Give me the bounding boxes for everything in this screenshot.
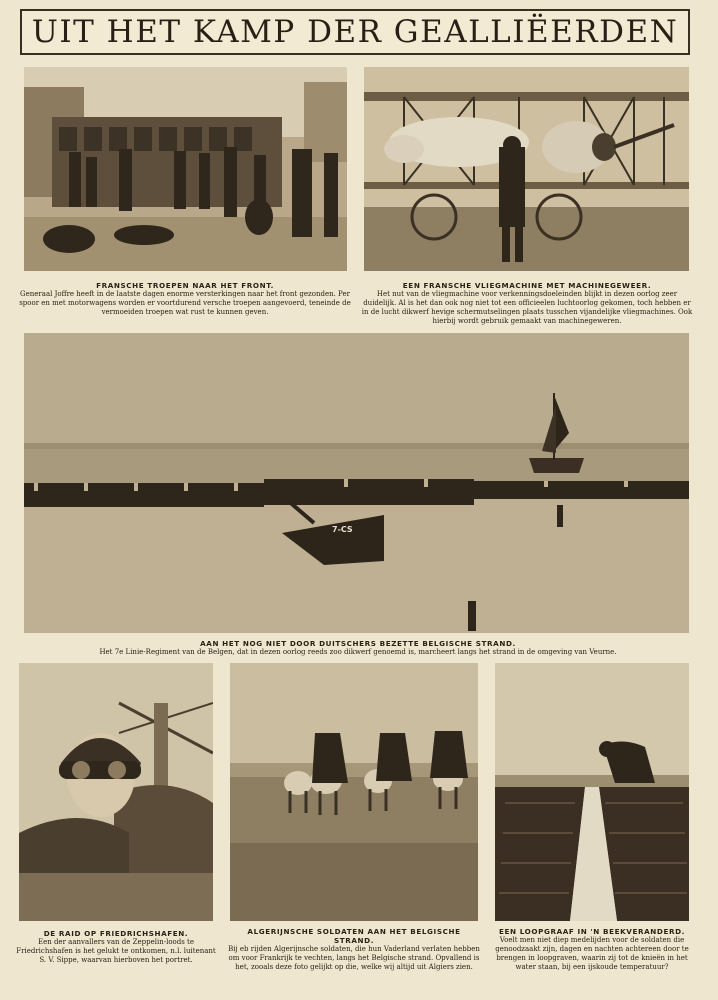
masthead [20, 9, 690, 55]
photo-french-troops [24, 67, 347, 271]
caption-text: Het 7e Linie-Regiment van de Belgen, dat in dezen oorlog reeds zoo dikwerf genoemd is, marcheert langs het strand in de omgeving van Veurne. [99, 648, 617, 656]
photo-french-airplane [364, 67, 689, 271]
caption-pilot-portrait [12, 929, 220, 965]
caption-french-airplane [360, 281, 694, 326]
caption-flooded-trench [488, 927, 696, 972]
caption-title: ALGERIJNSCHE SOLDATEN AAN HET BELGISCHE STRAND. [247, 927, 461, 945]
caption-title: EEN LOOPGRAAF IN 'N BEEKVERANDERD. [499, 927, 685, 936]
caption-title: EEN FRANSCHE VLIEGMACHINE MET MACHINEGEWEER. [402, 281, 652, 290]
caption-title: FRANSCHE TROEPEN NAAR HET FRONT. [96, 281, 274, 290]
caption-text: Generaal Joffre heeft in de laatste dagen enorme versterkingen naar het front gezonden. Per spoor en met motorwagens worden er voortdurend versche troepen aangevoerd, teneinde de vermoeiden troepen wat rust te kunnen geven. [19, 290, 351, 316]
photo-algerian-soldiers [230, 663, 478, 921]
caption-text: Bij eb rijden Algerijnsche soldaten, die hun Vaderland verlaten hebben om voor Frankrijk te vechten, langs het Belgische strand. Opvallend is het, zooals deze foto gelijkt op die, welke wij altijd uit Algiers zien. [228, 945, 480, 971]
photo-belgian-beach [24, 333, 689, 633]
caption-french-troops [18, 281, 352, 317]
caption-title: AAN HET NOG NIET DOOR DUITSCHERS BEZETTE BELGISCHE STRAND. [200, 639, 516, 648]
caption-belgian-beach [40, 639, 676, 657]
caption-text: Een der aanvallers van de Zeppelin-loods te Friedrichshafen is het gelukt te ontkomen, n.l. luitenant S. V. Sippe, waarvan hierboven het portret. [16, 938, 216, 964]
caption-text: Het nut van de vliegmachine voor verkenningsdoeleinden blijkt in dezen oorlog zeer duidelijk. Al is het dan ook nog niet tot een officieelen luchtoorlog gekomen, toch hebben er in de lucht dikwerf hevige schermutselingen plaats tusschen vijandelijke vliegmachines. Ook hierbij wordt gebruik gemaakt van machinegeweren. [361, 290, 693, 325]
photo-pilot-portrait [19, 663, 213, 921]
page-title: UIT HET KAMP DER GEALLIËERDEN [31, 14, 679, 50]
boat-marking: 7-CS [332, 525, 353, 534]
photo-flooded-trench [495, 663, 689, 921]
caption-algerian-soldiers [228, 927, 480, 972]
caption-text: Voelt men niet diep medelijden voor de soldaten die genoodzaakt zijn, dagen en nachten achtereen door te brengen in loopgraven, waarin zij tot de knieën in het water staan, bij een ijskoude temperatuur? [495, 936, 689, 971]
caption-title: DE RAID OP FRIEDRICHSHAFEN. [43, 929, 189, 938]
